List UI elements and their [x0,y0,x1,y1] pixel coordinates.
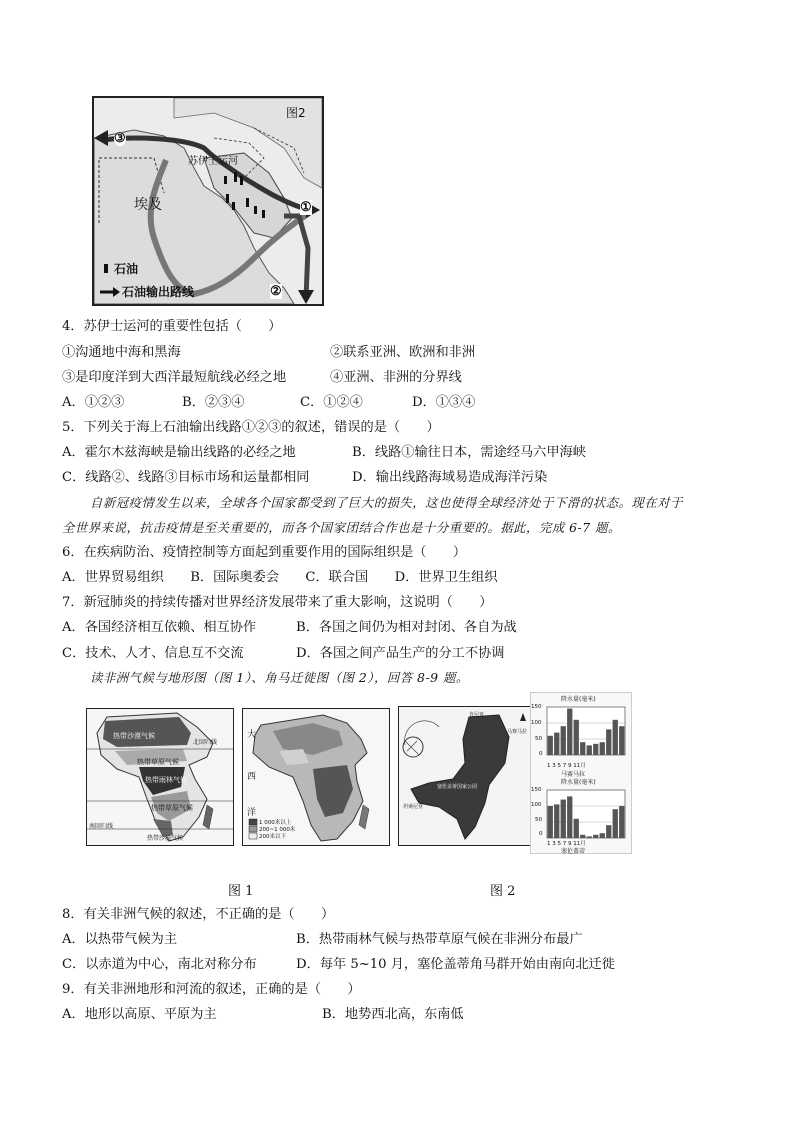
q7-stem: 7．新冠肺炎的持续传播对世界经济发展带来了重大影响，这说明（ ） [62,595,493,610]
rain1-months: 1 3 5 7 9 11月 [547,763,586,769]
legend-route-label: 石油输出路线 [122,285,195,299]
africa-climate-map [86,708,234,846]
label-tanzania: 坦桑尼亚 [403,804,424,810]
label-xi: 西 [247,772,257,782]
rain1-bar-10 [606,729,611,755]
rain1-bar-1 [548,736,553,755]
q5-choice-b[interactable]: B．线路①输往日本，需途经马六甲海峡 [352,445,586,460]
rain2-bar-8 [593,835,598,838]
q6-choices[interactable]: A．世界贸易组织 B．国际奥委会 C．联合国 D．世界卫生组织 [62,570,498,585]
rain2-bar-6 [580,835,585,838]
label-serengeti-park: 塞伦盖蒂国家公园 [437,784,478,790]
route2-label: ② [270,284,282,299]
rain1-bar-6 [580,742,585,755]
q4-statement-2: ②联系亚洲、欧洲和非洲 [330,345,476,360]
q5-choice-c[interactable]: C．线路②、线路③目标市场和运量都相同 [62,470,310,485]
egypt-label: 埃及 [134,197,162,213]
passage-line-1: 自新冠疫情发生以来，全球各个国家都受到了巨大的损失，这也使得全球经济处于下滑的状态。现在对于 [90,495,683,510]
rain1-bar-8 [593,744,598,755]
label-yang: 洋 [247,808,257,818]
label-tropic-cancer: 北回归线 [193,739,218,746]
rain2-bar-7 [587,836,592,838]
label-rainforest-climate: 热带雨林气候 [145,776,187,784]
rain1-bar-11 [613,720,618,755]
rain2-bar-2 [554,804,559,838]
rain2-tick-150: 150 [531,787,542,793]
q8-stem: 8．有关非洲气候的叙述，不正确的是（ ） [62,907,335,922]
rain2-bar-10 [606,825,611,838]
rain1-bar-7 [587,745,592,755]
q8-choice-c[interactable]: C．以赤道为中心，南北对称分布 [62,957,257,972]
rain1-bar-3 [561,726,566,755]
q7-choice-c[interactable]: C．技术、人才、信息互不交流 [62,646,244,661]
rain2-tick-50: 50 [535,817,542,823]
q4-choice-d[interactable]: D．①③④ [412,395,476,410]
label-tropic-capricorn: 南回归线 [89,823,114,830]
africa-terrain-map [242,708,390,846]
rain1-bar-2 [554,733,559,755]
q9-stem: 9．有关非洲地形和河流的叙述，正确的是（ ） [62,982,361,997]
q9-choice-a[interactable]: A．地形以高原、平原为主 [62,1007,217,1022]
legend-oil-icon [104,264,108,273]
rain2-bar-5 [574,819,579,838]
rain2-bar-9 [600,833,605,838]
rain2-tick-100: 100 [531,802,542,808]
q7-choice-a[interactable]: A．各国经济相互依赖、相互协作 [62,620,257,635]
q8-choice-d[interactable]: D．每年 5~10 月，塞伦盖蒂角马群开始由南向北迁徙 [296,957,615,972]
q4-statement-1: ①沟通地中海和黑海 [62,345,181,360]
terrain-legend-low: 200米以下 [259,834,286,840]
rain1-tick-100: 100 [531,720,542,726]
q4-statement-3: ③是印度洋到大西洋最短航线必经之地 [62,370,287,385]
wildebeest-migration-map [398,706,532,846]
terrain-legend-mid: 200~1 000米 [259,827,296,833]
rain2-bar-3 [561,800,566,838]
q8-choice-a[interactable]: A．以热带气候为主 [62,932,178,947]
middle-east-oil-map [92,96,324,306]
migration-svg [399,707,531,845]
q4-choice-a[interactable]: A．①②③ [62,395,125,410]
q8-choice-b[interactable]: B．热带雨林气候与热带草原气候在非洲分布最广 [296,932,583,947]
caption-fig1: 图 1 [228,884,254,899]
q5-choice-d[interactable]: D．输出线路海域易造成海洋污染 [352,470,548,485]
fig-top-title: 图2 [286,106,306,120]
terrain-legend-high: 1 000米以上 [259,820,292,826]
legend-oil-label: 石油 [114,262,139,276]
rain2-bar-11 [613,809,618,838]
rain1-bar-4 [567,709,572,755]
rain1-tick-150: 150 [531,704,542,710]
rain2-bar-1 [548,806,553,838]
rain1-tick-50: 50 [535,736,542,742]
rain1-bar-9 [600,742,605,755]
intro-8-9: 读非洲气候与地形图（图 1）、角马迁徙图（图 2），回答 8-9 题。 [90,670,469,685]
rain2-title: 降水量(毫米) [561,779,596,786]
suez-label: 苏伊士运河 [188,156,238,167]
q7-choice-b[interactable]: B．各国之间仍为相对封闭、各自为战 [296,620,517,635]
q9-choice-b[interactable]: B．地势西北高，东南低 [322,1007,464,1022]
label-kenya: 肯尼亚 [469,712,485,718]
rain2-bar-12 [619,806,624,838]
route1-label: ① [300,200,312,215]
q4-choice-b[interactable]: B．②③④ [182,395,245,410]
label-da: 大 [247,730,257,740]
passage-line-2: 全世界来说，抗击疫情是至关重要的，而各个国家团结合作也是十分重要的。据此，完成 6-7 题。 [62,520,621,535]
rain2-bar-4 [567,796,572,838]
rain1-title: 降水量(毫米) [561,696,596,703]
q4-statement-4: ④亚洲、非洲的分界线 [330,370,462,385]
route3-label: ③ [114,131,126,146]
label-desert-south: 热带沙漠气候 [147,835,184,842]
rain1-tick-0: 0 [539,751,543,757]
caption-fig2: 图 2 [490,884,516,899]
label-savanna-north: 热带草原气候 [137,758,179,766]
q6-stem: 6．在疾病防治、疫情控制等方面起到重要作用的国际组织是（ ） [62,545,467,560]
rain2-place: 塞伦盖蒂 [561,848,586,855]
rain2-tick-0: 0 [539,831,543,837]
label-maasai-mara: 马赛马拉 [507,729,528,735]
label-savanna-south: 热带草原气候 [151,804,193,812]
label-desert-climate: 热带沙漠气候 [113,732,155,740]
q4-stem: 4．苏伊士运河的重要性包括（ ） [62,319,282,334]
rain1-bar-5 [574,720,579,755]
rain1-bar-12 [619,726,624,755]
rain1-place: 马赛马拉 [561,771,586,778]
q4-choice-c[interactable]: C．①②④ [300,395,363,410]
q7-choice-d[interactable]: D．各国之间产品生产的分工不协调 [296,646,505,661]
rainfall-charts-panel [530,692,632,854]
q5-stem: 5．下列关于海上石油输出线路①②③的叙述，错误的是（ ） [62,420,440,435]
q5-choice-a[interactable]: A．霍尔木兹海峡是输出线路的必经之地 [62,445,296,460]
rain2-months: 1 3 5 7 9 11月 [547,841,586,847]
